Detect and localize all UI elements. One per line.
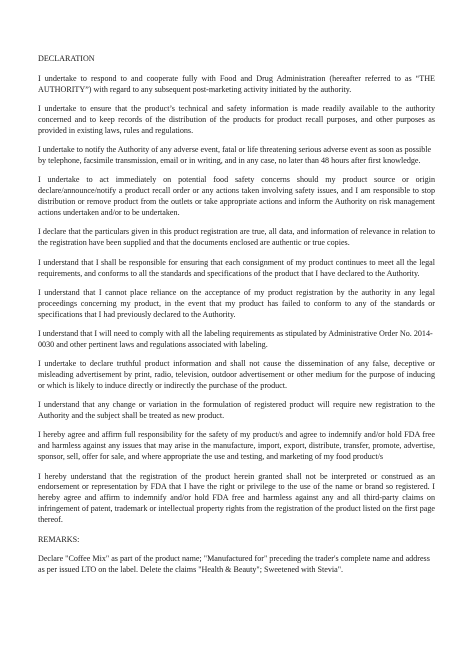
paragraph-adverse-event-notification: I undertake to notify the Authority of any adverse event, fatal or life threatening serious adverse event as soon as possible by telephone, facsimile transmission, email or in writing, and in any case, no later than 48 hours after first knowledge.: [38, 145, 432, 166]
paragraph-safety-responsibility: I hereby agree and affirm full responsibility for the safety of my product/s and agree to indemnify and/or hold FDA free and harmless against any issues that may arise in the manufacture, import, export, distribute, transfer, promote, advertise, sponsor, sell, offer for sale, and where appropriate the use and testing, and marketing of my food product/s: [38, 430, 435, 462]
paragraph-cooperation: I undertake to respond to and cooperate fully with Food and Drug Administration (hereafter referred to as “THE AUTHORITY”) with regard to any subsequent post-marketing activity initiated by the authority.: [38, 73, 435, 94]
remarks-text: Declare "Coffee Mix" as part of the product name; "Manufactured for" preceding the trader's complete name and address as per issued LTO on the label. Delete the claims "Health & Beauty"; Sweetened with Stevia".: [38, 554, 430, 575]
paragraph-particulars-true: I declare that the particulars given in this product registration are true, all data, and information of relevance in relation to the registration have been supplied and that the documents enclosed are authentic or true copies.: [38, 227, 435, 248]
paragraph-consignment-responsibility: I understand that I shall be responsible for ensuring that each consignment of my product continues to meet all the legal requirements, and conforms to all the standards and specifications of the product that I have declared to the Authority.: [38, 257, 435, 278]
paragraph-food-safety-action: I undertake to act immediately on potential food safety concerns should my product source or origin declare/announce/notify a product recall order or any actions taken involving safety issues, and I am responsible to stop distribution or remove product from the outlets or take appropriate actions and inform the Authority on risk management actions undertaken and/or to be undertaken.: [38, 175, 435, 218]
paragraph-labeling-compliance: I understand that I will need to comply with all the labeling requirements as stipulated by Administrative Order No. 2014-0030 and other pertinent laws and regulations associated with labeling.: [38, 328, 433, 349]
declaration-heading: DECLARATION: [38, 54, 95, 63]
paragraph-no-reliance: I understand that I cannot place reliance on the acceptance of my product registration by the authority in any legal proceedings concerning my product, in the event that my product has failed to conform to any of the standards or specifications that I had previously declared to the Authority.: [38, 287, 435, 319]
paragraph-formulation-change: I understand that any change or variation in the formulation of registered product will require new registration to the Authority and the subject shall be treated as new product.: [38, 400, 435, 421]
remarks-heading: REMARKS:: [38, 534, 80, 544]
paragraph-registration-interpretation: I hereby understand that the registration of the product herein granted shall not be interpreted or construed as an endorsement or representation by FDA that I have the right or privilege to the use of the name or brand so registered. I hereby agree and affirm to indemnify and/or hold FDA free and harmless against any and all third-party claims on infringement of patent, trademark or intellectual property rights from the registration of the product listed on the first page thereof.: [38, 471, 435, 525]
paragraph-information-availability: I undertake to ensure that the product’s technical and safety information is made readily available to the authority concerned and to keep records of the distribution of the products for product recall purposes, and other purposes as provided in existing laws, rules and regulations.: [38, 104, 435, 135]
paragraph-truthful-information: I undertake to declare truthful product information and shall not cause the dissemination of any false, deceptive or misleading advertisement by print, radio, television, outdoor advertisement or other medium for the purpose of inducing or which is likely to induce directly or indirectly the purchase of the product.: [38, 359, 435, 390]
